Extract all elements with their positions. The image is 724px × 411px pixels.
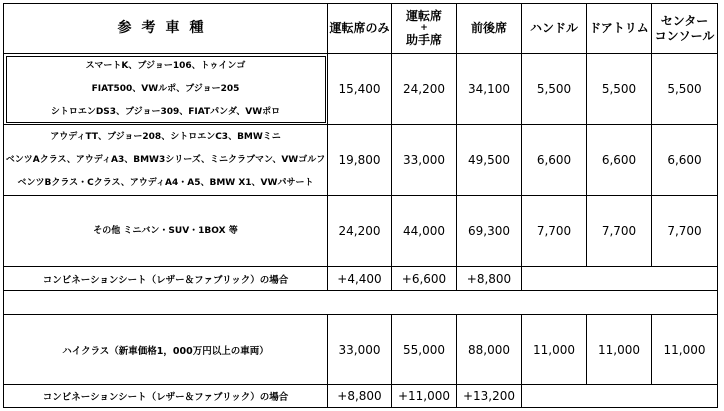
car-list-medium: [4, 125, 328, 196]
price-door-trim: 5,500: [587, 54, 652, 125]
car-list-small: [4, 54, 328, 125]
price-center-console: 6,600: [652, 125, 718, 196]
price-handle: 11,000: [522, 315, 587, 385]
header-category: 参考車種: [4, 4, 328, 54]
spacer-row: [4, 291, 718, 315]
price-door-trim: 6,600: [587, 125, 652, 196]
header-front-rear: 前後席: [457, 4, 522, 54]
price-door-trim: 11,000: [587, 315, 652, 385]
price-handle: 7,700: [522, 196, 587, 267]
price-driver-passenger: 33,000: [392, 125, 457, 196]
price-handle: 5,500: [522, 54, 587, 125]
price-row-medium: [4, 125, 718, 196]
empty-cell: [522, 385, 718, 408]
combination-price-front-rear: +8,800: [457, 267, 522, 291]
price-driver-passenger: 55,000: [392, 315, 457, 385]
price-driver-only: 15,400: [328, 54, 392, 125]
price-row-large: [4, 196, 718, 267]
combination-price-front-rear: +13,200: [457, 385, 522, 408]
header-driver-passenger-line2: 助手席: [405, 33, 442, 47]
car-list-large: [4, 196, 328, 267]
header-driver-passenger-plus: +: [420, 23, 428, 33]
price-driver-only: 19,800: [328, 125, 392, 196]
price-center-console: 7,700: [652, 196, 718, 267]
price-driver-passenger: 44,000: [392, 196, 457, 267]
price-front-rear: 49,500: [457, 125, 522, 196]
price-front-rear: 34,100: [457, 54, 522, 125]
car-line: FIAT500、VWルポ、ブジョー205: [91, 83, 240, 94]
spacer-cell: [4, 291, 718, 315]
combination-price-driver-only: +8,800: [328, 385, 392, 408]
combination-row-1: [4, 267, 718, 291]
price-center-console: 11,000: [652, 315, 718, 385]
header-driver-only: 運転席のみ: [328, 4, 392, 54]
price-driver-only: 24,200: [328, 196, 392, 267]
empty-cell: [522, 267, 718, 291]
price-table: [3, 3, 718, 408]
high-class-row: [4, 315, 718, 385]
combination-price-driver-passenger: +6,600: [392, 267, 457, 291]
price-row-small: [4, 54, 718, 125]
header-center-console-line2: コンソール: [654, 28, 715, 43]
price-driver-passenger: 24,200: [392, 54, 457, 125]
high-class-label: ハイクラス（新車価格1，000万円以上の車両）: [4, 315, 328, 385]
price-handle: 6,600: [522, 125, 587, 196]
header-handle: ハンドル: [522, 4, 587, 54]
car-line: その他 ミニバン・SUV・1BOX 等: [93, 225, 238, 236]
header-row: [4, 4, 718, 54]
car-line: スマートK、ブジョー106、トゥインゴ: [85, 60, 246, 71]
combination-price-driver-passenger: +11,000: [392, 385, 457, 408]
header-driver-passenger: [392, 4, 457, 54]
price-center-console: 5,500: [652, 54, 718, 125]
price-front-rear: 88,000: [457, 315, 522, 385]
header-driver-passenger-line1: 運転席: [405, 9, 442, 23]
combination-label: コンビネーションシート（レザー＆ファブリック）の場合: [4, 385, 328, 408]
car-line: ベンツBクラス・Cクラス、アウディA4・A5、BMW X1、VWパサート: [17, 177, 314, 188]
car-line: ベンツAクラス、アウディA3、BMW3シリーズ、ミニクラブマン、VWゴルフ: [5, 154, 326, 165]
header-center-console: [652, 4, 718, 54]
price-door-trim: 7,700: [587, 196, 652, 267]
combination-row-2: [4, 385, 718, 408]
price-front-rear: 69,300: [457, 196, 522, 267]
car-line: シトロエンDS3、ブジョー309、FIATパンダ、VWポロ: [50, 106, 281, 117]
car-line: アウディTT、ブジョー208、シトロエンC3、BMWミニ: [50, 131, 281, 142]
combination-price-driver-only: +4,400: [328, 267, 392, 291]
price-driver-only: 33,000: [328, 315, 392, 385]
combination-label: コンビネーションシート（レザー＆ファブリック）の場合: [4, 267, 328, 291]
header-door-trim: ドアトリム: [587, 4, 652, 54]
header-center-console-line1: センター: [660, 13, 709, 28]
